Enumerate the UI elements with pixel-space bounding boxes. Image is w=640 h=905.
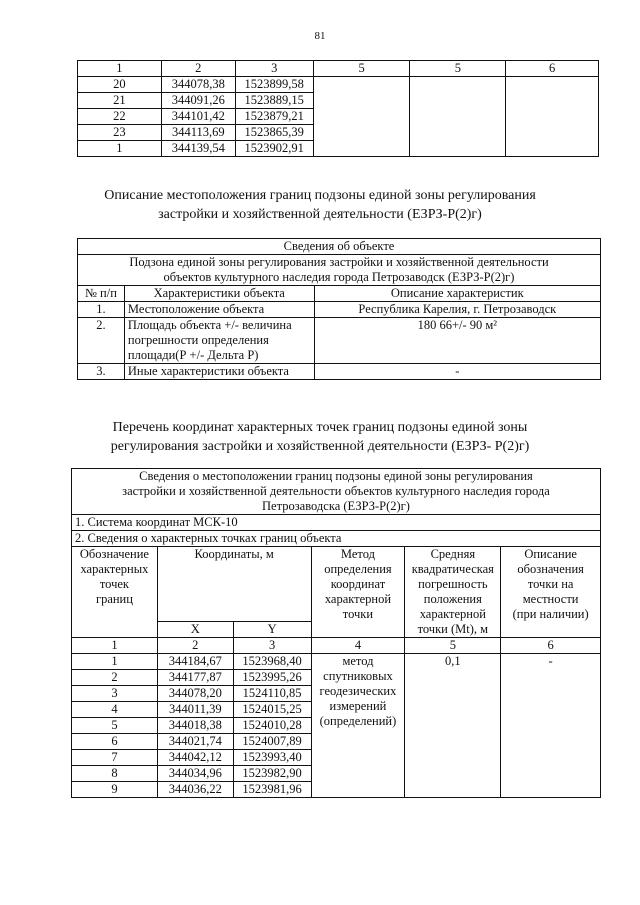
point-id-cell: 22 — [78, 109, 162, 125]
point-id-cell: 21 — [78, 93, 162, 109]
y-cell: 1524007,89 — [233, 734, 311, 750]
header-cell: 2 — [161, 61, 235, 77]
header-line: точек — [99, 577, 129, 591]
table-row — [78, 318, 601, 364]
y-cell: 1523889,15 — [235, 93, 313, 109]
heading-line: Перечень координат характерных точек границ подзоны единой зоны — [112, 420, 528, 435]
points-info: 2. Сведения о характерных точках границ объекта — [72, 531, 601, 547]
subtitle-line: Подзона единой зоны регулирования застройки и хозяйственной деятельности — [129, 255, 549, 269]
y-cell: 1523981,96 — [233, 782, 311, 798]
characteristic-line: Площадь объекта +/- величина — [127, 318, 292, 332]
y-cell: 1524110,85 — [233, 686, 311, 702]
table-row — [78, 364, 601, 380]
header-line: квадратическая — [411, 562, 494, 576]
method-cell — [311, 654, 405, 798]
section-heading-1 — [0, 186, 640, 224]
y-cell: 1523902,91 — [235, 141, 313, 157]
x-cell: 344113,69 — [161, 125, 235, 141]
point-id-cell: 9 — [72, 782, 158, 798]
x-cell: 344184,67 — [157, 654, 233, 670]
table-row — [72, 547, 601, 622]
header-error — [405, 547, 501, 638]
top-coordinates-table — [77, 60, 599, 157]
header-line: Метод — [340, 547, 375, 561]
x-cell: 344036,22 — [157, 782, 233, 798]
x-cell: 344177,87 — [157, 670, 233, 686]
empty-cell — [410, 77, 506, 157]
heading-line: застройки и хозяйственной деятельности (ЕЗРЗ-Р(2)г) — [158, 207, 482, 222]
header-line: местности — [522, 592, 579, 606]
header-line: погрешность — [418, 577, 488, 591]
header-line: координат — [330, 577, 386, 591]
table-row — [78, 61, 599, 77]
header-line: точки — [342, 607, 374, 621]
table-row — [78, 77, 599, 93]
table-row — [78, 302, 601, 318]
method-line: спутниковых — [323, 669, 393, 683]
table-subtitle — [78, 255, 601, 286]
point-id-cell: 1 — [78, 141, 162, 157]
y-cell: 1524015,25 — [233, 702, 311, 718]
point-id-cell: 1 — [72, 654, 158, 670]
table-row — [72, 469, 601, 515]
header-cell: 1 — [78, 61, 162, 77]
header-line: характерной — [324, 592, 392, 606]
section-heading-2 — [0, 418, 640, 456]
characteristic-line: погрешности определения — [127, 333, 269, 347]
x-cell: 344011,39 — [157, 702, 233, 718]
header-line: Обозначение — [79, 547, 149, 561]
method-line: геодезических — [319, 684, 397, 698]
header-line: определения — [324, 562, 392, 576]
characteristic — [124, 318, 314, 364]
header-line: характерной — [419, 607, 486, 621]
characteristic: Местоположение объекта — [124, 302, 314, 318]
point-id-cell: 8 — [72, 766, 158, 782]
x-cell: 344042,12 — [157, 750, 233, 766]
table-row — [78, 286, 601, 302]
header-line: точки (Mt), м — [417, 622, 489, 636]
x-cell: 344078,20 — [157, 686, 233, 702]
header-designation — [72, 547, 158, 638]
method-line: измерений — [329, 699, 387, 713]
characteristic-value: - — [314, 364, 600, 380]
empty-cell — [506, 77, 599, 157]
heading-line: регулирования застройки и хозяйственной деятельности (ЕЗРЗ- Р(2)г) — [110, 439, 530, 454]
point-id-cell: 6 — [72, 734, 158, 750]
header-description — [501, 547, 601, 638]
header-cell: 6 — [506, 61, 599, 77]
error-cell: 0,1 — [405, 654, 501, 798]
row-number: 3. — [78, 364, 125, 380]
coordinates-table — [71, 468, 601, 798]
title-line: Сведения о местоположении границ подзоны единой зоны регулирования — [139, 469, 533, 483]
method-line: метод — [342, 654, 374, 668]
column-number: 2 — [157, 638, 233, 654]
description-cell: - — [501, 654, 601, 798]
x-cell: 344034,96 — [157, 766, 233, 782]
page-number: 81 — [314, 30, 326, 42]
table-title: Сведения об объекте — [78, 239, 601, 255]
header-x: X — [157, 622, 233, 638]
point-id-cell: 23 — [78, 125, 162, 141]
header-line: обозначения — [517, 562, 584, 576]
subtitle-line: объектов культурного наследия города Петрозаводск (ЕЗРЗ-Р(2)г) — [163, 270, 515, 284]
characteristic-value: Республика Карелия, г. Петрозаводск — [314, 302, 600, 318]
header-line: Средняя — [430, 547, 476, 561]
point-id-cell: 2 — [72, 670, 158, 686]
method-line: (определений) — [319, 714, 397, 728]
x-cell: 344139,54 — [161, 141, 235, 157]
point-id-cell: 4 — [72, 702, 158, 718]
header-line: характерных — [80, 562, 149, 576]
header-cell: 3 — [235, 61, 313, 77]
table-row — [72, 531, 601, 547]
point-id-cell: 5 — [72, 718, 158, 734]
characteristic: Иные характеристики объекта — [124, 364, 314, 380]
column-number: 1 — [72, 638, 158, 654]
header-method — [311, 547, 405, 638]
y-cell: 1523879,21 — [235, 109, 313, 125]
table-row — [72, 515, 601, 531]
header-cell: Характеристики объекта — [124, 286, 314, 302]
coordinate-system: 1. Система координат МСК-10 — [72, 515, 601, 531]
characteristic-line: площади(Р +/- Дельта Р) — [127, 348, 259, 362]
x-cell: 344091,26 — [161, 93, 235, 109]
y-cell: 1523899,58 — [235, 77, 313, 93]
row-number: 2. — [78, 318, 125, 364]
column-number: 5 — [405, 638, 501, 654]
header-cell: 5 — [410, 61, 506, 77]
x-cell: 344021,74 — [157, 734, 233, 750]
title-line: застройки и хозяйственной деятельности объектов культурного наследия города — [122, 484, 550, 498]
y-cell: 1523865,39 — [235, 125, 313, 141]
table-row — [78, 255, 601, 286]
y-cell: 1523982,90 — [233, 766, 311, 782]
point-id-cell: 20 — [78, 77, 162, 93]
y-cell: 1523995,26 — [233, 670, 311, 686]
y-cell: 1523968,40 — [233, 654, 311, 670]
column-number: 4 — [311, 638, 405, 654]
header-cell: Описание характеристик — [314, 286, 600, 302]
x-cell: 344078,38 — [161, 77, 235, 93]
column-number: 6 — [501, 638, 601, 654]
header-cell: 5 — [313, 61, 410, 77]
point-id-cell: 3 — [72, 686, 158, 702]
row-number: 1. — [78, 302, 125, 318]
header-line: границ — [95, 592, 133, 606]
x-cell: 344101,42 — [161, 109, 235, 125]
point-id-cell: 7 — [72, 750, 158, 766]
heading-line: Описание местоположения границ подзоны единой зоны регулирования — [104, 188, 536, 203]
header-cell: № п/п — [78, 286, 125, 302]
header-line: точки на — [527, 577, 574, 591]
table-title — [72, 469, 601, 515]
column-number: 3 — [233, 638, 311, 654]
y-cell: 1523993,40 — [233, 750, 311, 766]
header-coordinates: Координаты, м — [157, 547, 311, 622]
header-line: положения — [423, 592, 482, 606]
header-line: (при наличии) — [512, 607, 589, 621]
header-y: Y — [233, 622, 311, 638]
header-line: Описание — [524, 547, 577, 561]
table-row — [72, 638, 601, 654]
table-row — [72, 654, 601, 670]
y-cell: 1524010,28 — [233, 718, 311, 734]
title-line: Петрозаводска (ЕЗРЗ-Р(2)г) — [262, 499, 410, 513]
x-cell: 344018,38 — [157, 718, 233, 734]
characteristic-value: 180 66+/- 90 м² — [314, 318, 600, 364]
empty-cell — [313, 77, 410, 157]
table-row — [78, 239, 601, 255]
object-info-table — [77, 238, 601, 380]
